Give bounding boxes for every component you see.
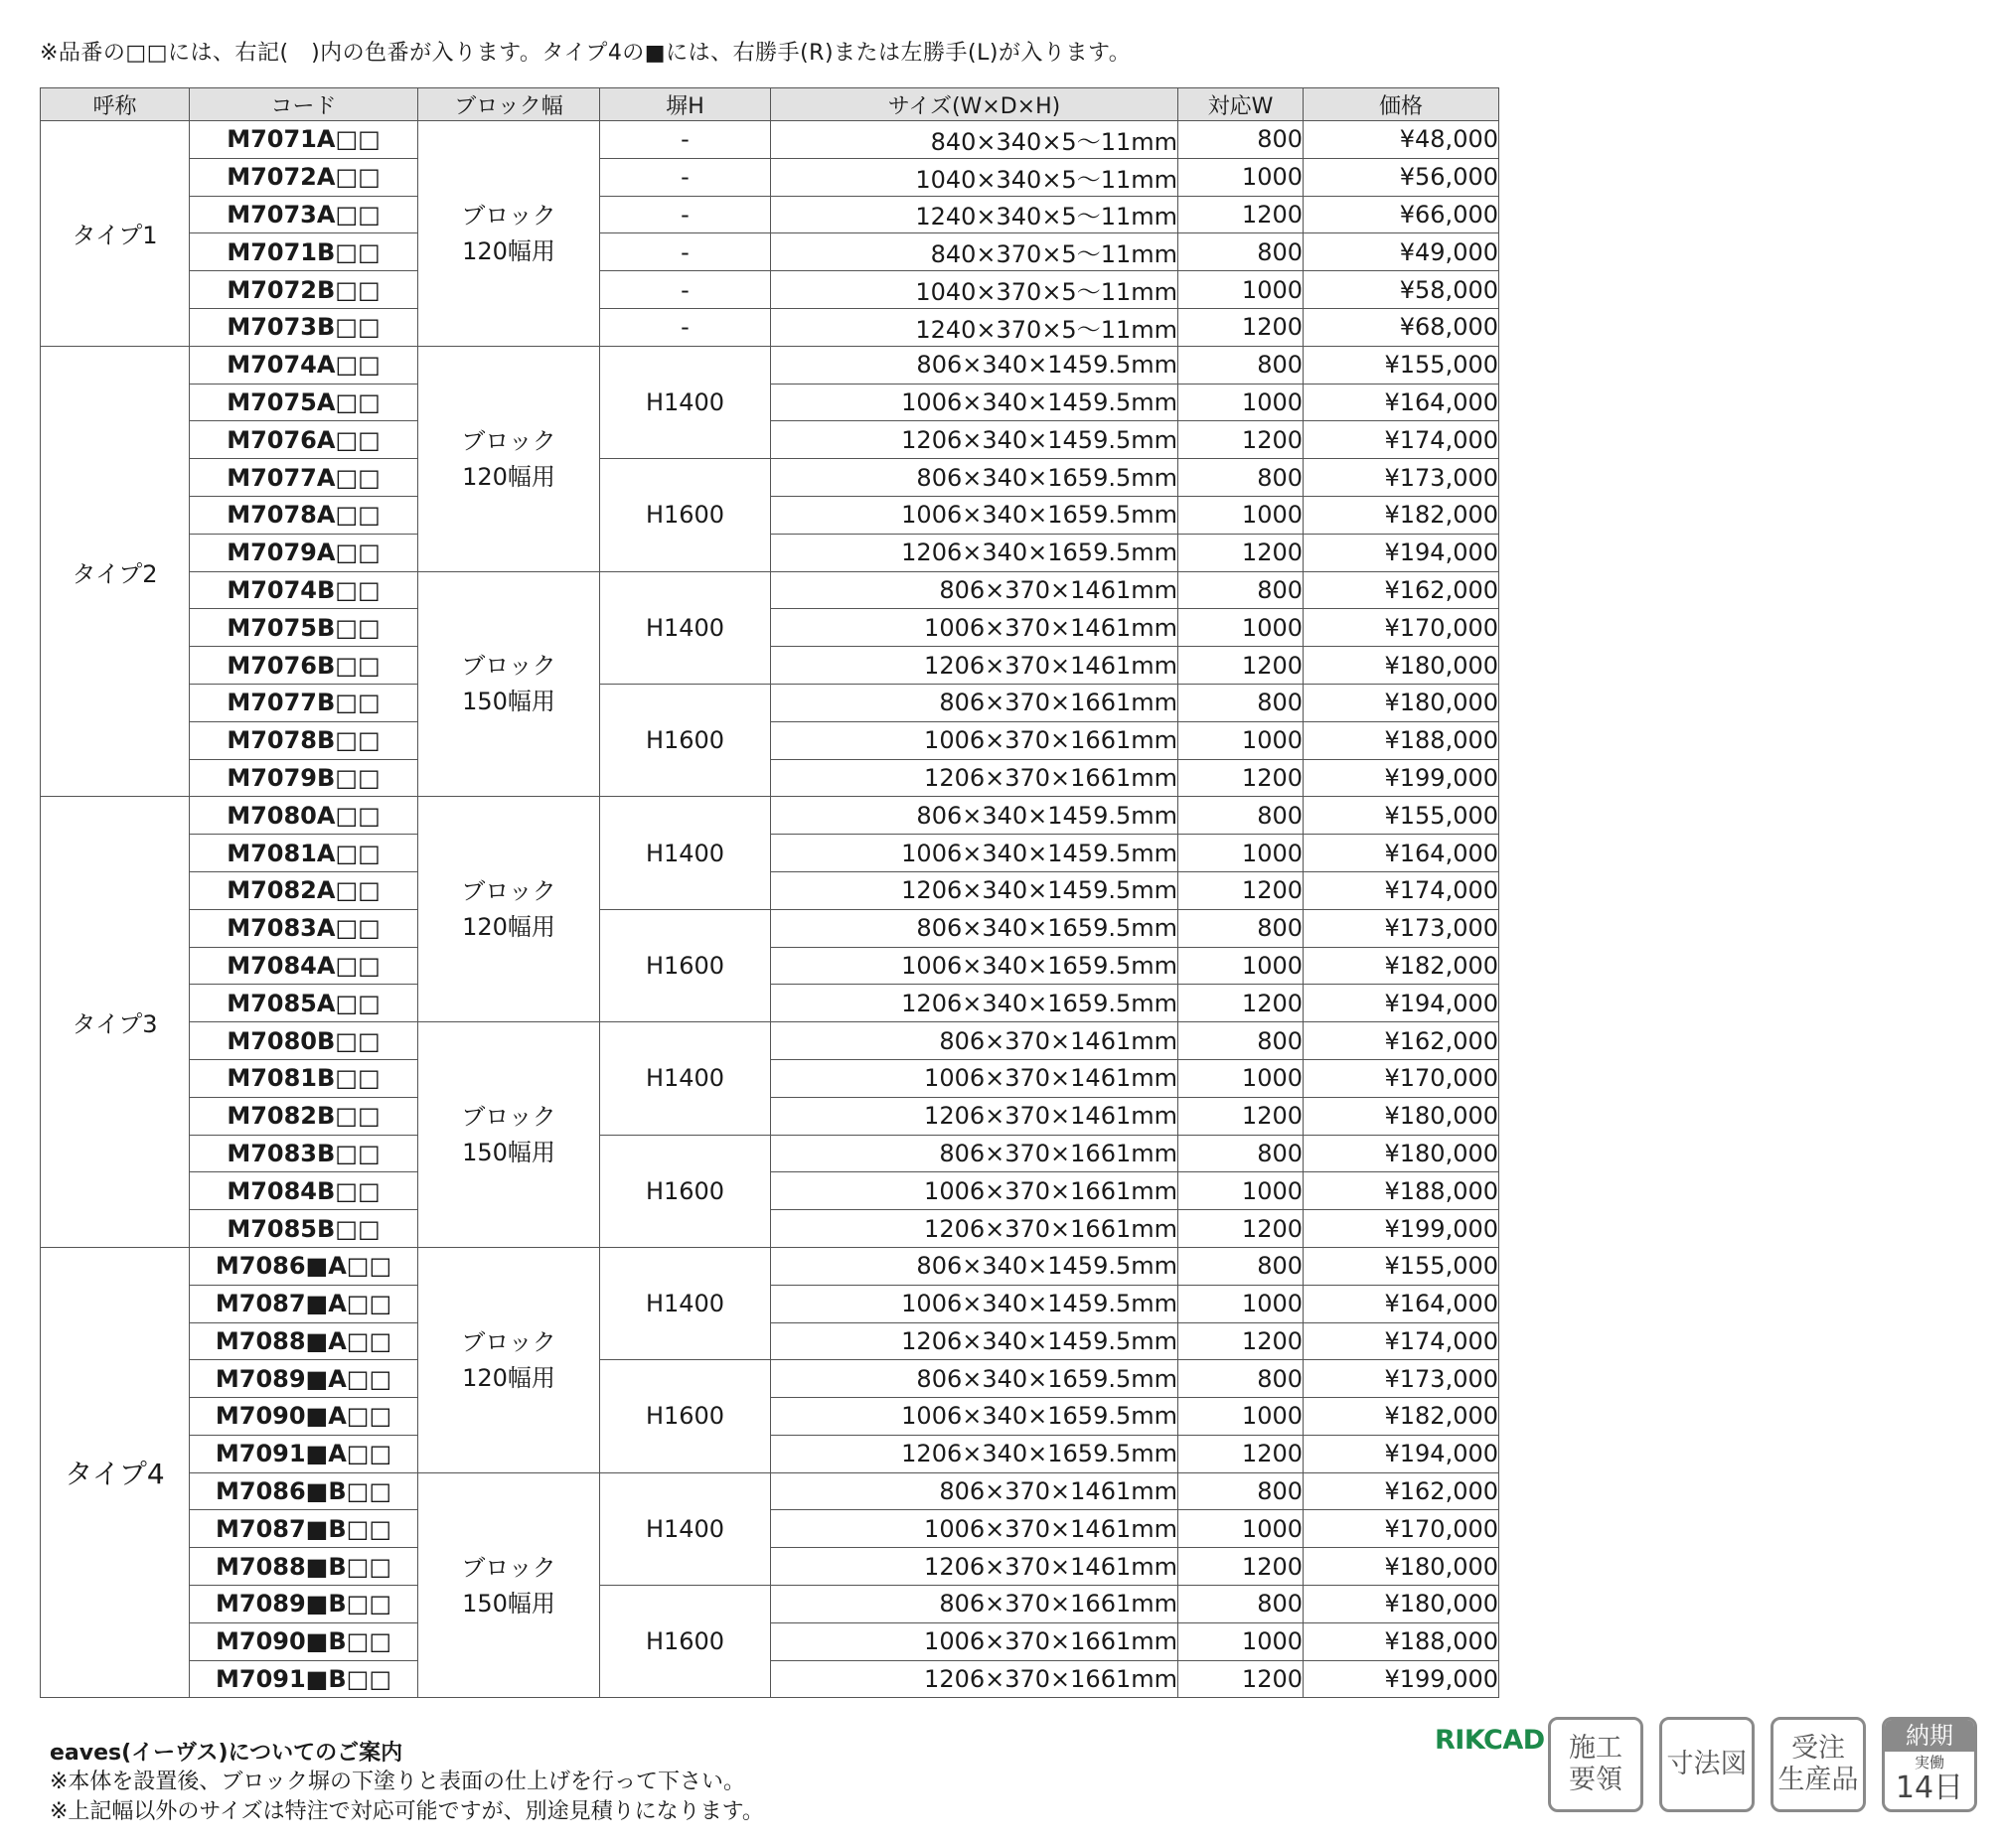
price-cell: ¥182,000 [1304, 496, 1499, 534]
compatible-width-cell: 1200 [1178, 534, 1304, 571]
price-cell: ¥170,000 [1304, 609, 1499, 647]
code-cell: M7072A□□ [190, 158, 418, 196]
code-cell: M7077A□□ [190, 459, 418, 497]
price-cell: ¥66,000 [1304, 196, 1499, 233]
size-cell: 1206×370×1461mm [771, 647, 1178, 685]
code-cell: M7078B□□ [190, 721, 418, 759]
code-cell: M7090■A□□ [190, 1398, 418, 1436]
spec-price-table [40, 87, 1499, 1698]
compatible-width-cell: 1000 [1178, 1398, 1304, 1436]
table-row [41, 1586, 1499, 1623]
price-cell: ¥199,000 [1304, 1210, 1499, 1248]
block-width-label: ブロック 150幅用 [461, 1553, 556, 1617]
code-cell: M7089■A□□ [190, 1360, 418, 1398]
compatible-width-cell: 1200 [1178, 1097, 1304, 1135]
wall-height-cell: - [600, 121, 771, 159]
wall-height-cell: - [600, 308, 771, 346]
compatible-width-cell: 1000 [1178, 496, 1304, 534]
compatible-width-cell: 1000 [1178, 1059, 1304, 1097]
code-cell: M7077B□□ [190, 684, 418, 721]
compatible-width-cell: 1200 [1178, 1660, 1304, 1698]
table-row [41, 459, 1499, 497]
code-cell: M7088■B□□ [190, 1548, 418, 1586]
code-cell: M7075A□□ [190, 384, 418, 421]
size-cell: 806×340×1459.5mm [771, 346, 1178, 384]
compatible-width-cell: 1200 [1178, 871, 1304, 909]
construction-guide-badge[interactable] [1548, 1717, 1643, 1812]
code-cell: M7074B□□ [190, 571, 418, 609]
compatible-width-cell: 1200 [1178, 1435, 1304, 1472]
size-cell: 1206×370×1661mm [771, 1660, 1178, 1698]
size-cell: 1006×340×1459.5mm [771, 835, 1178, 872]
compatible-width-cell: 1200 [1178, 985, 1304, 1022]
code-cell: M7089■B□□ [190, 1586, 418, 1623]
table-row [41, 196, 1499, 233]
wall-height-cell: H1600 [600, 1135, 771, 1247]
size-cell: 1206×370×1461mm [771, 1097, 1178, 1135]
size-cell: 806×370×1461mm [771, 1472, 1178, 1510]
code-cell: M7088■A□□ [190, 1322, 418, 1360]
price-cell: ¥155,000 [1304, 1247, 1499, 1285]
header-block-width: ブロック幅 [418, 88, 600, 121]
code-cell: M7073A□□ [190, 196, 418, 233]
wall-height-cell: H1600 [600, 459, 771, 571]
price-cell: ¥174,000 [1304, 421, 1499, 459]
table-row [41, 308, 1499, 346]
wall-height-cell: - [600, 196, 771, 233]
price-cell: ¥194,000 [1304, 534, 1499, 571]
code-cell: M7083B□□ [190, 1135, 418, 1172]
block-width-label: ブロック 150幅用 [461, 652, 556, 716]
construction-guide-label: 施工 要領 [1569, 1733, 1622, 1795]
code-cell: M7072B□□ [190, 271, 418, 309]
size-cell: 806×340×1659.5mm [771, 1360, 1178, 1398]
compatible-width-cell: 1200 [1178, 196, 1304, 233]
code-cell: M7071A□□ [190, 121, 418, 159]
price-cell: ¥164,000 [1304, 384, 1499, 421]
rikcad-link[interactable]: RIKCAD [1435, 1725, 1545, 1756]
price-cell: ¥180,000 [1304, 1097, 1499, 1135]
price-cell: ¥188,000 [1304, 1172, 1499, 1210]
wall-height-cell: H1600 [600, 1586, 771, 1698]
code-cell: M7078A□□ [190, 496, 418, 534]
block-width-label: ブロック 120幅用 [461, 201, 556, 265]
compatible-width-cell: 800 [1178, 909, 1304, 947]
size-cell: 1040×340×5～11mm [771, 158, 1178, 196]
header-price: 価格 [1304, 88, 1499, 121]
size-cell: 1240×370×5～11mm [771, 308, 1178, 346]
delivery-label: 納期 [1885, 1720, 1974, 1752]
code-cell: M7082B□□ [190, 1097, 418, 1135]
price-cell: ¥170,000 [1304, 1059, 1499, 1097]
footer-note-2: ※上記幅以外のサイズは特注で対応可能ですが、別途見積りになります。 [50, 1799, 764, 1824]
code-cell: M7079A□□ [190, 534, 418, 571]
header-name: 呼称 [41, 88, 190, 121]
compatible-width-cell: 800 [1178, 571, 1304, 609]
size-cell: 1006×370×1461mm [771, 609, 1178, 647]
made-to-order-label: 受注 生産品 [1777, 1733, 1859, 1795]
compatible-width-cell: 800 [1178, 1247, 1304, 1285]
block-width-cell [418, 1022, 600, 1248]
wall-height-cell: H1400 [600, 1247, 771, 1359]
block-width-cell [418, 121, 600, 347]
price-cell: ¥173,000 [1304, 909, 1499, 947]
code-cell: M7084A□□ [190, 947, 418, 985]
size-cell: 1006×370×1661mm [771, 1172, 1178, 1210]
table-row [41, 346, 1499, 384]
compatible-width-cell: 1000 [1178, 1510, 1304, 1548]
block-width-cell [418, 571, 600, 797]
price-cell: ¥155,000 [1304, 797, 1499, 835]
size-cell: 1206×370×1661mm [771, 759, 1178, 797]
block-width-cell [418, 797, 600, 1022]
price-cell: ¥182,000 [1304, 1398, 1499, 1436]
delivery-sub-label: 実働 [1914, 1754, 1944, 1771]
code-cell: M7080B□□ [190, 1022, 418, 1060]
price-cell: ¥199,000 [1304, 1660, 1499, 1698]
block-width-label: ブロック 150幅用 [461, 1103, 556, 1167]
code-cell: M7081A□□ [190, 835, 418, 872]
size-cell: 1206×370×1661mm [771, 1210, 1178, 1248]
price-cell: ¥162,000 [1304, 1022, 1499, 1060]
price-cell: ¥48,000 [1304, 121, 1499, 159]
type-name-cell: タイプ4 [41, 1247, 190, 1698]
type-name-cell: タイプ2 [41, 346, 190, 797]
size-cell: 1006×340×1659.5mm [771, 947, 1178, 985]
compatible-width-cell: 1000 [1178, 1285, 1304, 1322]
code-cell: M7074A□□ [190, 346, 418, 384]
price-cell: ¥162,000 [1304, 1472, 1499, 1510]
price-cell: ¥173,000 [1304, 1360, 1499, 1398]
size-cell: 840×340×5～11mm [771, 121, 1178, 159]
code-cell: M7086■A□□ [190, 1247, 418, 1285]
table-row [41, 1135, 1499, 1172]
wall-height-cell: H1400 [600, 1472, 771, 1585]
code-cell: M7087■B□□ [190, 1510, 418, 1548]
size-cell: 1206×340×1659.5mm [771, 534, 1178, 571]
compatible-width-cell: 1000 [1178, 158, 1304, 196]
header-wall-height: 塀H [600, 88, 771, 121]
size-cell: 806×340×1659.5mm [771, 909, 1178, 947]
price-cell: ¥180,000 [1304, 684, 1499, 721]
price-cell: ¥162,000 [1304, 571, 1499, 609]
size-cell: 806×370×1461mm [771, 571, 1178, 609]
wall-height-cell: H1600 [600, 1360, 771, 1472]
size-cell: 1006×370×1461mm [771, 1059, 1178, 1097]
compatible-width-cell: 1000 [1178, 384, 1304, 421]
price-cell: ¥194,000 [1304, 1435, 1499, 1472]
size-cell: 806×340×1459.5mm [771, 1247, 1178, 1285]
table-row [41, 571, 1499, 609]
table-row [41, 158, 1499, 196]
code-cell: M7071B□□ [190, 233, 418, 271]
price-cell: ¥68,000 [1304, 308, 1499, 346]
compatible-width-cell: 1000 [1178, 947, 1304, 985]
size-cell: 806×340×1459.5mm [771, 797, 1178, 835]
footer-note-1: ※本体を設置後、ブロック塀の下塗りと表面の仕上げを行って下さい。 [50, 1770, 745, 1794]
code-cell: M7082A□□ [190, 871, 418, 909]
code-cell: M7085B□□ [190, 1210, 418, 1248]
size-cell: 806×340×1659.5mm [771, 459, 1178, 497]
price-cell: ¥180,000 [1304, 1548, 1499, 1586]
compatible-width-cell: 800 [1178, 1472, 1304, 1510]
wall-height-cell: H1400 [600, 346, 771, 458]
type-name-cell: タイプ1 [41, 121, 190, 347]
code-cell: M7086■B□□ [190, 1472, 418, 1510]
wall-height-cell: H1400 [600, 1022, 771, 1135]
table-row [41, 684, 1499, 721]
block-width-label: ブロック 120幅用 [461, 1327, 556, 1392]
block-width-label: ブロック 120幅用 [461, 426, 556, 491]
size-cell: 1006×340×1459.5mm [771, 384, 1178, 421]
size-cell: 1206×340×1459.5mm [771, 871, 1178, 909]
code-cell: M7076B□□ [190, 647, 418, 685]
price-cell: ¥164,000 [1304, 835, 1499, 872]
size-cell: 1006×370×1661mm [771, 721, 1178, 759]
code-cell: M7079B□□ [190, 759, 418, 797]
size-cell: 840×370×5～11mm [771, 233, 1178, 271]
price-cell: ¥188,000 [1304, 721, 1499, 759]
size-cell: 1206×370×1461mm [771, 1548, 1178, 1586]
code-cell: M7084B□□ [190, 1172, 418, 1210]
price-cell: ¥182,000 [1304, 947, 1499, 985]
size-cell: 806×370×1661mm [771, 1586, 1178, 1623]
size-cell: 1206×340×1659.5mm [771, 985, 1178, 1022]
block-width-cell [418, 1247, 600, 1472]
size-cell: 1006×340×1659.5mm [771, 496, 1178, 534]
size-cell: 1006×340×1659.5mm [771, 1398, 1178, 1436]
size-cell: 806×370×1461mm [771, 1022, 1178, 1060]
size-cell: 806×370×1661mm [771, 1135, 1178, 1172]
product-code-note: ※品番の□□には、右記( )内の色番が入ります。タイプ4の■には、右勝手(R)または左勝手(L)が入ります。 [40, 41, 1132, 66]
price-cell: ¥194,000 [1304, 985, 1499, 1022]
dimension-drawing-badge[interactable] [1659, 1717, 1755, 1812]
size-cell: 1006×370×1461mm [771, 1510, 1178, 1548]
code-cell: M7081B□□ [190, 1059, 418, 1097]
table-row [41, 233, 1499, 271]
price-cell: ¥180,000 [1304, 1135, 1499, 1172]
block-width-cell [418, 346, 600, 571]
table-header-row [41, 88, 1499, 121]
compatible-width-cell: 800 [1178, 1360, 1304, 1398]
price-cell: ¥56,000 [1304, 158, 1499, 196]
table-row [41, 1247, 1499, 1285]
code-cell: M7080A□□ [190, 797, 418, 835]
price-cell: ¥188,000 [1304, 1622, 1499, 1660]
compatible-width-cell: 800 [1178, 797, 1304, 835]
code-cell: M7087■A□□ [190, 1285, 418, 1322]
size-cell: 1206×340×1459.5mm [771, 1322, 1178, 1360]
table-row [41, 271, 1499, 309]
footer-title: eaves(イーヴス)についてのご案内 [50, 1741, 403, 1766]
block-width-cell [418, 1472, 600, 1698]
price-cell: ¥199,000 [1304, 759, 1499, 797]
size-cell: 1006×370×1661mm [771, 1622, 1178, 1660]
size-cell: 1240×340×5～11mm [771, 196, 1178, 233]
size-cell: 1206×340×1459.5mm [771, 421, 1178, 459]
wall-height-cell: H1400 [600, 797, 771, 909]
size-cell: 1040×370×5～11mm [771, 271, 1178, 309]
code-cell: M7075B□□ [190, 609, 418, 647]
compatible-width-cell: 800 [1178, 1586, 1304, 1623]
compatible-width-cell: 1000 [1178, 835, 1304, 872]
compatible-width-cell: 1000 [1178, 721, 1304, 759]
header-code: コード [190, 88, 418, 121]
wall-height-cell: H1600 [600, 909, 771, 1021]
table-body [41, 121, 1499, 1698]
size-cell: 1006×340×1459.5mm [771, 1285, 1178, 1322]
wall-height-cell: H1400 [600, 571, 771, 684]
price-cell: ¥180,000 [1304, 1586, 1499, 1623]
compatible-width-cell: 1200 [1178, 421, 1304, 459]
price-cell: ¥180,000 [1304, 647, 1499, 685]
wall-height-cell: - [600, 271, 771, 309]
header-size: サイズ(W×D×H) [771, 88, 1178, 121]
table-row [41, 1472, 1499, 1510]
compatible-width-cell: 1200 [1178, 647, 1304, 685]
table-row [41, 909, 1499, 947]
compatible-width-cell: 800 [1178, 121, 1304, 159]
block-width-label: ブロック 120幅用 [461, 877, 556, 942]
compatible-width-cell: 800 [1178, 346, 1304, 384]
type-name-cell: タイプ3 [41, 797, 190, 1248]
code-cell: M7090■B□□ [190, 1622, 418, 1660]
compatible-width-cell: 800 [1178, 459, 1304, 497]
code-cell: M7083A□□ [190, 909, 418, 947]
compatible-width-cell: 1200 [1178, 1322, 1304, 1360]
compatible-width-cell: 1200 [1178, 759, 1304, 797]
price-cell: ¥164,000 [1304, 1285, 1499, 1322]
price-cell: ¥49,000 [1304, 233, 1499, 271]
header-compatible-width: 対応W [1178, 88, 1304, 121]
price-cell: ¥170,000 [1304, 1510, 1499, 1548]
compatible-width-cell: 800 [1178, 1022, 1304, 1060]
compatible-width-cell: 800 [1178, 233, 1304, 271]
compatible-width-cell: 1200 [1178, 308, 1304, 346]
price-cell: ¥174,000 [1304, 871, 1499, 909]
made-to-order-badge [1771, 1717, 1866, 1812]
compatible-width-cell: 1000 [1178, 609, 1304, 647]
compatible-width-cell: 800 [1178, 684, 1304, 721]
compatible-width-cell: 1000 [1178, 271, 1304, 309]
wall-height-cell: - [600, 158, 771, 196]
size-cell: 1206×340×1659.5mm [771, 1435, 1178, 1472]
price-cell: ¥58,000 [1304, 271, 1499, 309]
table-row [41, 797, 1499, 835]
table-row [41, 121, 1499, 159]
wall-height-cell: H1600 [600, 684, 771, 796]
price-cell: ¥174,000 [1304, 1322, 1499, 1360]
compatible-width-cell: 1200 [1178, 1548, 1304, 1586]
code-cell: M7085A□□ [190, 985, 418, 1022]
compatible-width-cell: 1000 [1178, 1172, 1304, 1210]
dimension-drawing-label: 寸法図 [1666, 1749, 1748, 1779]
code-cell: M7073B□□ [190, 308, 418, 346]
table-row [41, 1022, 1499, 1060]
compatible-width-cell: 800 [1178, 1135, 1304, 1172]
delivery-badge [1882, 1717, 1977, 1812]
compatible-width-cell: 1200 [1178, 1210, 1304, 1248]
price-cell: ¥155,000 [1304, 346, 1499, 384]
size-cell: 806×370×1661mm [771, 684, 1178, 721]
code-cell: M7091■B□□ [190, 1660, 418, 1698]
compatible-width-cell: 1000 [1178, 1622, 1304, 1660]
wall-height-cell: - [600, 233, 771, 271]
code-cell: M7076A□□ [190, 421, 418, 459]
code-cell: M7091■A□□ [190, 1435, 418, 1472]
delivery-days: 14日 [1895, 1771, 1964, 1805]
price-cell: ¥173,000 [1304, 459, 1499, 497]
table-row [41, 1360, 1499, 1398]
